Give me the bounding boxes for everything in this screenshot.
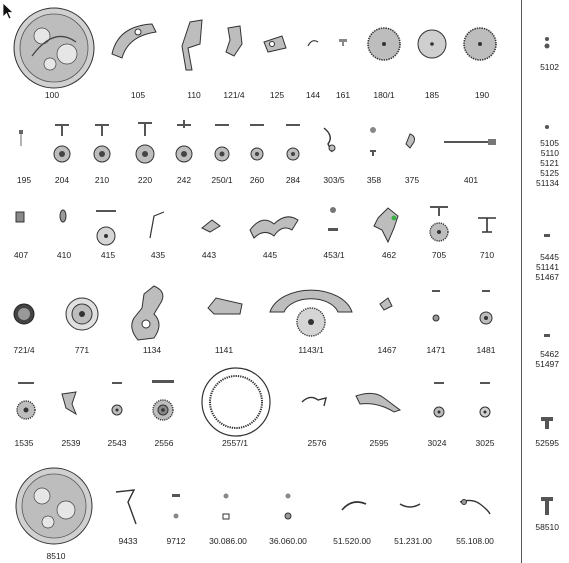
part-label: 210 (94, 175, 110, 185)
side-label: 5110 (540, 148, 559, 158)
part-drawing-125 (262, 34, 288, 54)
screw-drawing-5105 (542, 122, 552, 132)
part-label: 443 (201, 250, 217, 260)
part-drawing-445 (246, 210, 302, 242)
part-label: 55.108.00 (456, 536, 494, 546)
part-drawing-1143-1 (268, 282, 354, 340)
part-label: 1143/1 (298, 345, 324, 355)
column-divider (521, 0, 522, 563)
part-label: 1467 (377, 345, 397, 355)
part-drawing-401 (442, 138, 498, 146)
part-label: 2543 (107, 438, 127, 448)
part-drawing-55-108-00 (458, 496, 492, 516)
part-label: 1134 (142, 345, 162, 355)
part-drawing-260 (248, 120, 266, 164)
part-label: 110 (187, 90, 201, 100)
part-label: 2539 (61, 438, 81, 448)
part-drawing-303-5 (320, 126, 340, 154)
part-label: 435 (150, 250, 166, 260)
part-label: 204 (54, 175, 70, 185)
part-drawing-9712 (170, 492, 182, 522)
part-label: 9712 (166, 536, 186, 546)
part-drawing-2556 (150, 378, 176, 424)
part-drawing-144 (306, 38, 320, 48)
part-drawing-220 (134, 118, 156, 164)
part-drawing-2576 (300, 392, 328, 408)
part-drawing-190 (462, 26, 498, 62)
side-group-5 (535, 438, 559, 448)
part-label: 1141 (214, 345, 234, 355)
part-drawing-1481 (476, 288, 496, 328)
side-group-1 (540, 62, 559, 72)
part-drawing-121-4 (222, 24, 248, 58)
part-label: 144 (305, 90, 321, 100)
part-label: 1481 (476, 345, 496, 355)
part-label: 705 (431, 250, 447, 260)
part-drawing-3025 (476, 380, 494, 420)
screw-drawing-52595 (540, 416, 554, 430)
part-drawing-8510 (14, 466, 94, 546)
part-drawing-36-060-00 (282, 492, 294, 522)
part-label: 445 (262, 250, 278, 260)
part-drawing-185 (416, 28, 448, 60)
part-drawing-2539 (58, 390, 80, 416)
part-drawing-2557-1 (200, 366, 272, 438)
part-drawing-250-1 (212, 120, 232, 164)
part-drawing-3024 (430, 380, 448, 420)
part-drawing-1467 (378, 296, 394, 312)
part-drawing-1535 (14, 380, 38, 422)
screw-drawing-5445 (542, 232, 552, 240)
part-drawing-443 (200, 218, 222, 234)
side-label: 5105 (540, 138, 559, 148)
part-label: 220 (137, 175, 153, 185)
part-drawing-210 (92, 120, 112, 164)
side-label: 51141 (535, 262, 559, 272)
part-drawing-2543 (108, 380, 126, 420)
side-label: 51497 (535, 359, 559, 369)
part-drawing-462 (372, 206, 402, 244)
side-label: 5102 (540, 62, 559, 72)
part-label: 125 (269, 90, 285, 100)
part-drawing-2595 (354, 388, 402, 414)
side-label: 5125 (540, 168, 559, 178)
part-drawing-375 (404, 132, 418, 150)
part-drawing-284 (284, 120, 302, 164)
part-label: 190 (474, 90, 490, 100)
part-drawing-195 (16, 128, 26, 148)
part-label: 195 (16, 175, 32, 185)
part-label: 410 (56, 250, 72, 260)
part-drawing-407 (14, 210, 26, 224)
side-group-3 (535, 252, 559, 282)
part-label: 415 (100, 250, 116, 260)
part-label: 462 (381, 250, 397, 260)
part-label: 51.520.00 (333, 536, 371, 546)
part-label: 1471 (426, 345, 446, 355)
part-drawing-435 (144, 208, 168, 242)
part-drawing-721-4 (12, 302, 36, 326)
part-label: 100 (44, 90, 60, 100)
part-label: 358 (366, 175, 382, 185)
part-drawing-710 (476, 214, 498, 236)
part-drawing-358 (368, 126, 378, 156)
part-label: 2556 (154, 438, 174, 448)
side-label: 5121 (540, 158, 559, 168)
side-label: 52595 (535, 438, 559, 448)
side-label: 51467 (535, 272, 559, 282)
part-drawing-30-086-00 (220, 492, 232, 522)
part-drawing-180-1 (366, 26, 402, 62)
side-group-4 (535, 349, 559, 369)
part-label: 3024 (427, 438, 447, 448)
part-label: 453/1 (323, 250, 345, 260)
part-drawing-705 (426, 204, 452, 244)
part-label: 303/5 (323, 175, 345, 185)
part-label: 180/1 (373, 90, 395, 100)
side-label: 58510 (535, 522, 559, 532)
part-label: 51.231.00 (394, 536, 432, 546)
part-drawing-453-1 (326, 206, 340, 238)
part-label: 771 (74, 345, 90, 355)
screw-drawing-5102 (542, 36, 552, 50)
screw-drawing-5462 (542, 332, 552, 340)
part-label: 1535 (14, 438, 34, 448)
part-label: 9433 (118, 536, 138, 546)
part-drawing-1471 (430, 288, 442, 326)
side-label: 51134 (535, 178, 559, 188)
part-drawing-161 (338, 38, 348, 46)
part-label: 250/1 (211, 175, 233, 185)
part-drawing-110 (180, 18, 210, 74)
part-label: 3025 (475, 438, 495, 448)
part-label: 105 (130, 90, 146, 100)
part-drawing-51-231-00 (398, 498, 422, 512)
side-label: 5445 (540, 252, 559, 262)
part-label: 8510 (46, 551, 66, 561)
part-drawing-771 (64, 296, 100, 332)
part-drawing-242 (174, 120, 194, 164)
part-drawing-1141 (206, 294, 246, 316)
part-drawing-9433 (114, 488, 144, 528)
part-drawing-410 (58, 208, 68, 224)
part-drawing-1134 (124, 284, 170, 342)
part-label: 2557/1 (222, 438, 248, 448)
part-label: 36.060.00 (269, 536, 307, 546)
part-drawing-204 (52, 120, 72, 164)
part-label: 2576 (307, 438, 327, 448)
part-label: 121/4 (223, 90, 245, 100)
part-label: 185 (424, 90, 440, 100)
side-label: 5462 (540, 349, 559, 359)
part-label: 284 (285, 175, 301, 185)
part-label: 401 (463, 175, 479, 185)
part-label: 161 (335, 90, 351, 100)
part-label: 30.086.00 (209, 536, 247, 546)
part-drawing-105 (108, 20, 160, 60)
part-label: 375 (404, 175, 420, 185)
part-drawing-51-520-00 (340, 496, 368, 514)
part-label: 242 (176, 175, 192, 185)
screw-drawing-58510 (540, 496, 554, 516)
part-drawing-415 (94, 208, 118, 246)
part-label: 710 (479, 250, 495, 260)
part-label: 260 (249, 175, 265, 185)
part-label: 2595 (369, 438, 389, 448)
part-label: 407 (13, 250, 29, 260)
part-drawing-100 (12, 6, 96, 90)
part-label: 721/4 (13, 345, 35, 355)
side-group-6 (535, 522, 559, 532)
side-group-2 (536, 138, 559, 188)
